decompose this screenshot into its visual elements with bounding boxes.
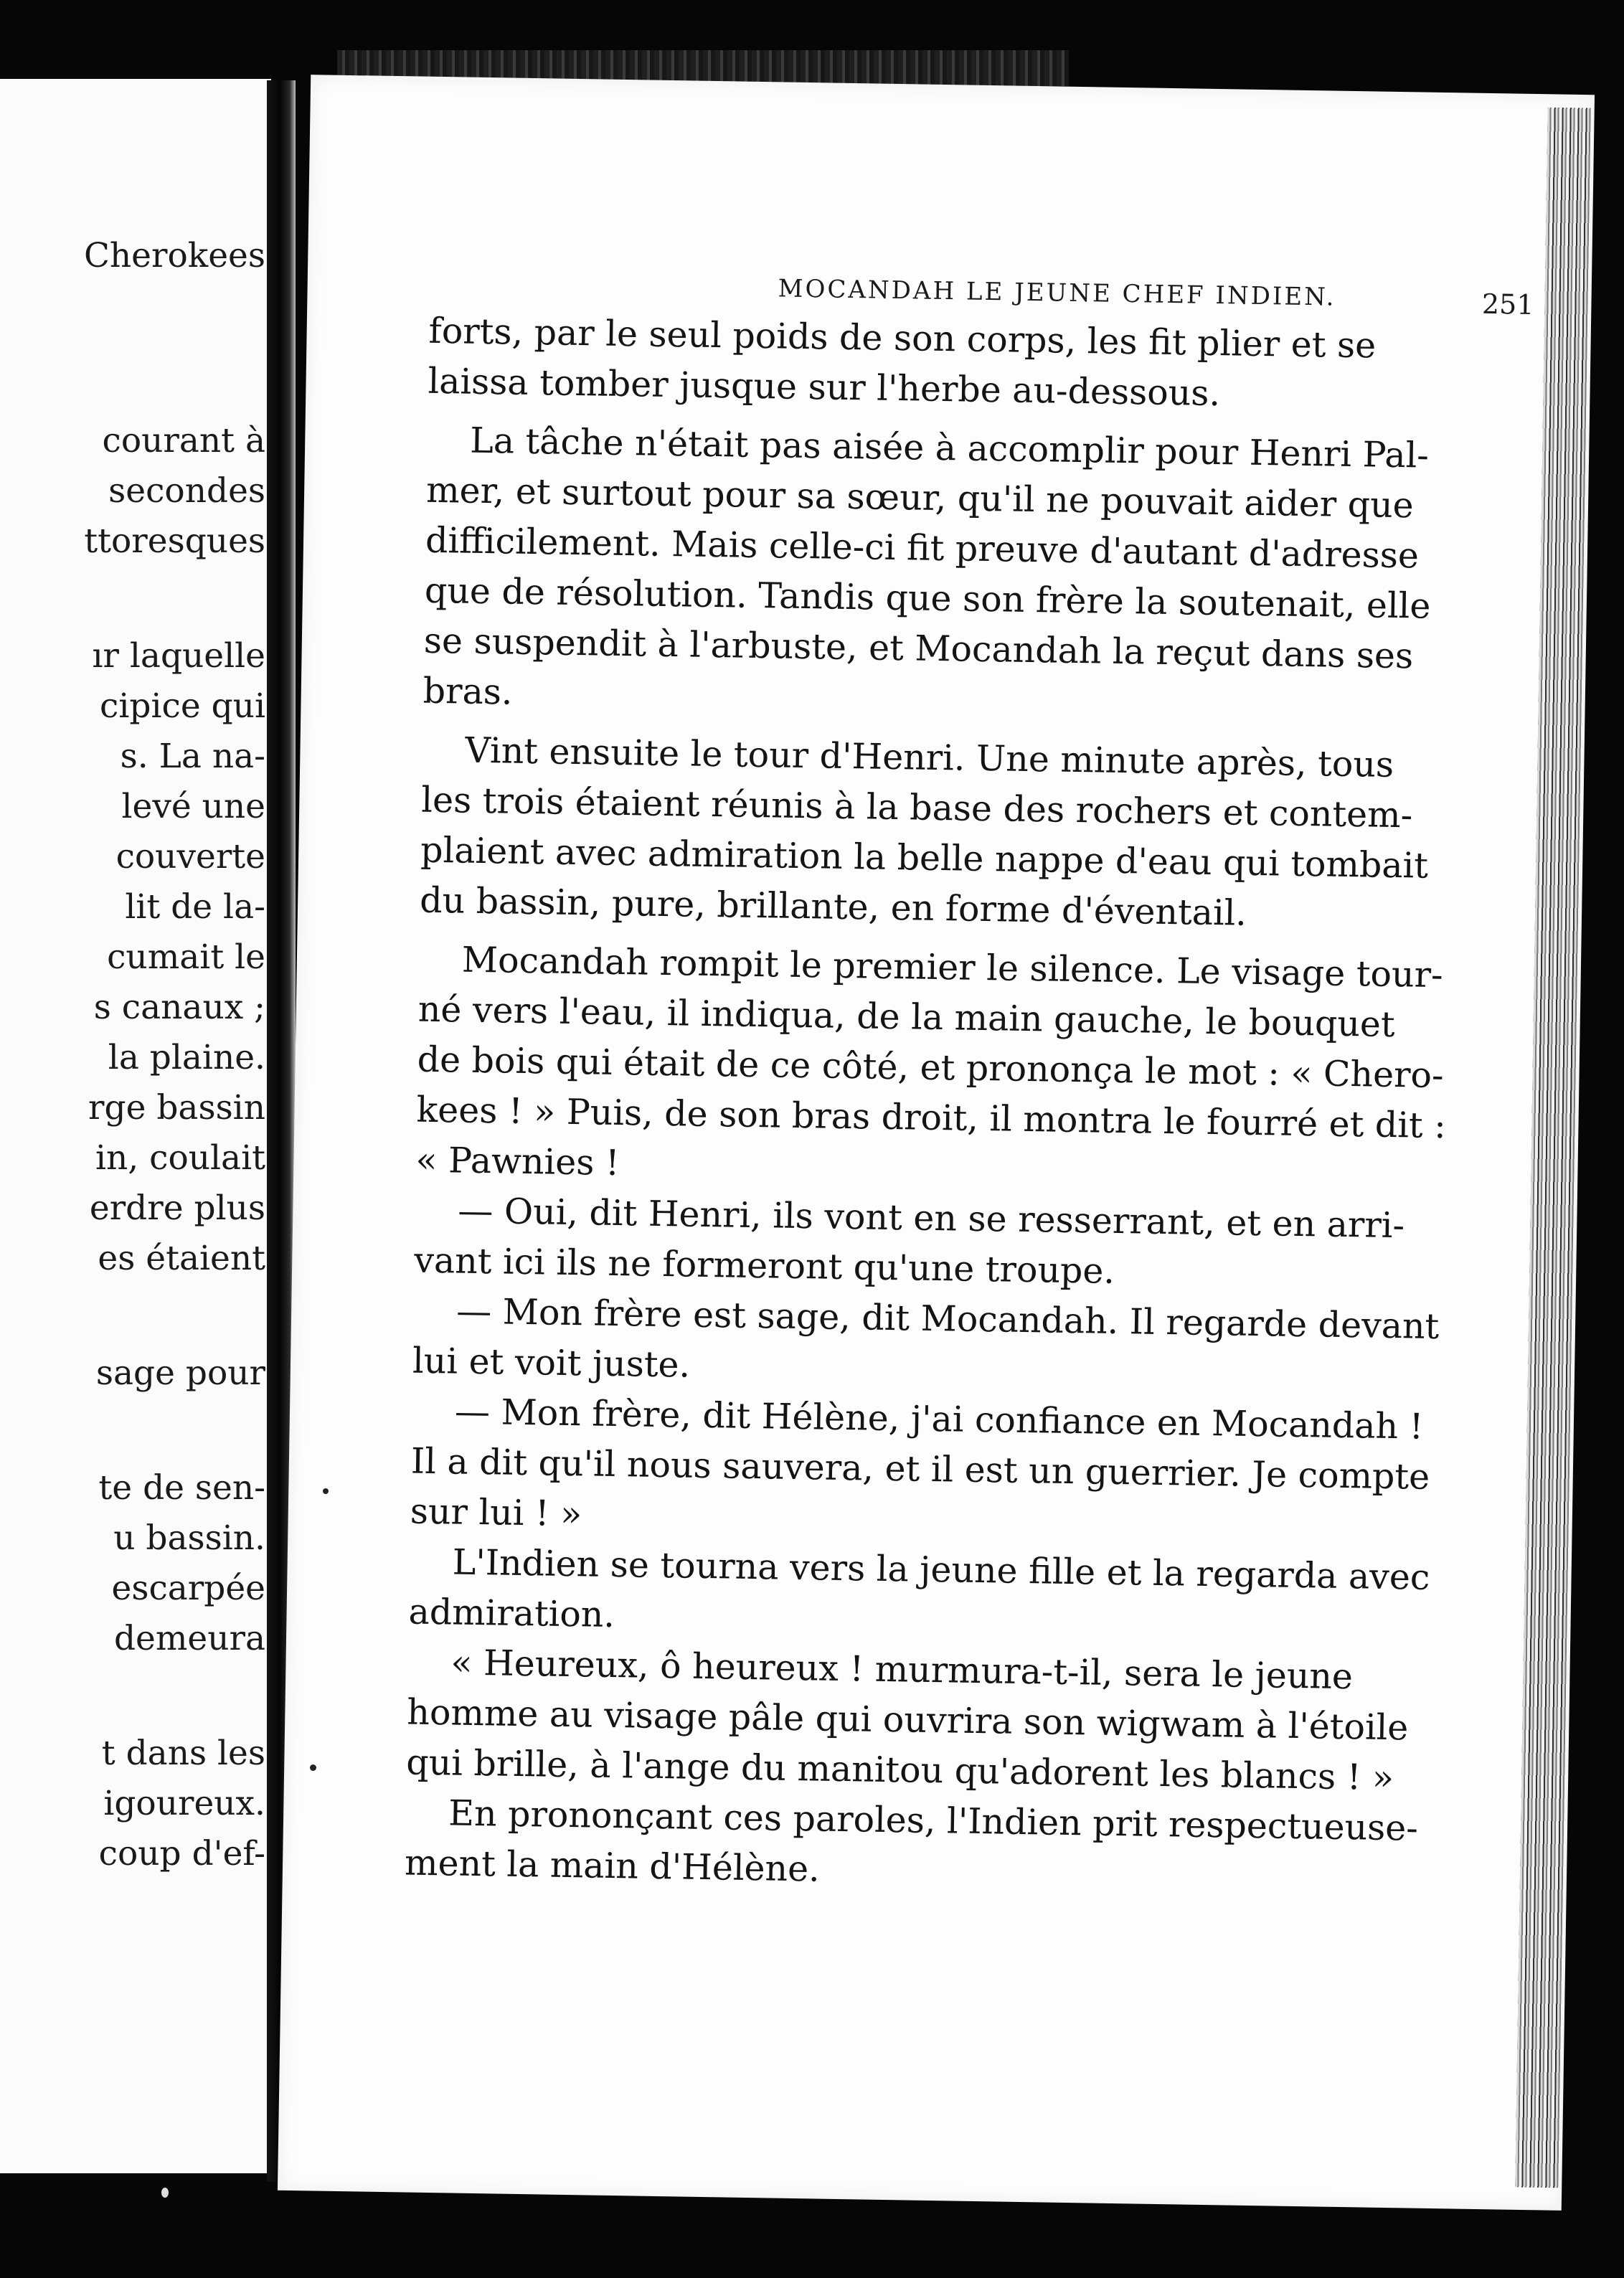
right-page xyxy=(278,75,1595,2211)
body-line: sur lui ! » xyxy=(410,1490,582,1535)
left-page-line: lit de la- xyxy=(125,887,265,927)
body-line: difficilement. Mais celle-ci fit preuve d'autant d'adresse xyxy=(425,519,1420,577)
left-page-line: escarpée xyxy=(111,1569,265,1608)
body-line: Il a dit qu'il nous sauvera, et il est un guerrier. Je compte xyxy=(410,1440,1430,1498)
body-line: bras. xyxy=(422,670,513,713)
body-line: forts, par le seul poids de son corps, les fit plier et se xyxy=(428,310,1377,367)
body-line: qui brille, à l'ange du manitou qu'adorent les blancs ! » xyxy=(405,1741,1394,1799)
body-line: Mocandah rompit le premier le silence. Le visage tour- xyxy=(461,939,1444,996)
left-page-line: igoureux. xyxy=(103,1784,265,1823)
body-line: — Mon frère est sage, dit Mocandah. Il regarde devant xyxy=(455,1290,1440,1348)
left-page-line: demeura xyxy=(113,1619,265,1658)
body-line: plaient avec admiration la belle nappe d'eau qui tombait xyxy=(420,829,1429,887)
body-line: se suspendit à l'arbuste, et Mocandah la reçut dans ses xyxy=(423,620,1414,677)
dust-speck xyxy=(161,2188,169,2198)
body-line: L'Indien se tourna vers la jeune fille et la regarda avec xyxy=(452,1541,1430,1598)
left-page-line: levé une xyxy=(121,787,265,826)
body-line: de bois qui était de ce côté, et prononça le mot : « Chero- xyxy=(417,1039,1445,1097)
left-page-line: la plaine. xyxy=(108,1038,265,1077)
left-page-line: s canaux ; xyxy=(93,988,265,1027)
dust-speck xyxy=(323,1488,329,1494)
left-page-line: es étaient xyxy=(98,1239,265,1278)
body-line: ment la main d'Hélène. xyxy=(404,1842,821,1890)
left-page-line: sage pour xyxy=(95,1353,265,1393)
left-page-line: te de sen- xyxy=(98,1468,265,1508)
body-line: En prononçant ces paroles, l'Indien prit respectueuse- xyxy=(448,1792,1419,1849)
left-page-line: secondes xyxy=(108,471,265,511)
dust-speck xyxy=(310,1764,316,1771)
body-line: — Mon frère, dit Hélène, j'ai confiance en Mocandah ! xyxy=(454,1391,1424,1447)
running-head: MOCANDAH LE JEUNE CHEF INDIEN. xyxy=(778,274,1336,312)
body-line: lui et voit juste. xyxy=(412,1340,691,1386)
left-page-line: courant à xyxy=(102,421,265,460)
body-line: La tâche n'était pas aisée à accomplir pour Henri Pal- xyxy=(469,420,1430,476)
left-page-line: erdre plus xyxy=(89,1188,265,1228)
left-page-line: s. La na- xyxy=(120,737,265,776)
body-line: admiration. xyxy=(408,1591,615,1636)
left-page-line: ttoresques xyxy=(84,521,265,561)
page-number: 251 xyxy=(1481,288,1534,321)
left-page-line: t dans les xyxy=(101,1734,265,1773)
body-line: que de résolution. Tandis que son frère la soutenait, elle xyxy=(424,570,1431,627)
body-line: « Heureux, ô heureux ! murmura-t-il, sera le jeune xyxy=(450,1642,1354,1698)
left-page-line: coup d'ef- xyxy=(98,1834,265,1873)
body-line: les trois étaient réunis à la base des rochers et contem- xyxy=(420,779,1413,836)
body-line: mer, et surtout pour sa sœur, qu'il ne pouvait aider que xyxy=(425,469,1415,526)
body-line: kees ! » Puis, de son bras droit, il montra le fourré et dit : xyxy=(416,1089,1447,1147)
left-page xyxy=(0,79,271,2173)
left-page-line: cipice qui xyxy=(100,686,265,726)
body-line: Vint ensuite le tour d'Henri. Une minute après, tous xyxy=(465,729,1394,785)
body-line: laissa tomber jusque sur l'herbe au-dessous. xyxy=(428,360,1221,415)
body-line: « Pawnies ! xyxy=(415,1139,620,1184)
body-line: vant ici ils ne formeront qu'une troupe. xyxy=(413,1239,1115,1292)
body-line: du bassin, pure, brillante, en forme d'éventail. xyxy=(419,879,1247,934)
body-line: — Oui, dit Henri, ils vont en se resserrant, et en arri- xyxy=(457,1190,1405,1247)
body-line: homme au visage pâle qui ouvrira son wigwam à l'étoile xyxy=(406,1691,1409,1749)
left-page-line: in, coulait xyxy=(95,1138,265,1178)
left-page-line: couverte xyxy=(115,837,265,876)
left-page-line: cumait le xyxy=(107,937,265,977)
left-page-line: ır laquelle xyxy=(92,636,265,676)
left-page-line: Cherokees xyxy=(83,236,265,275)
body-text xyxy=(404,306,1447,1903)
body-line: né vers l'eau, il indiqua, de la main gauche, le bouquet xyxy=(417,988,1396,1046)
left-page-line: u bassin. xyxy=(113,1518,265,1558)
left-page-line: rge bassin xyxy=(88,1088,265,1128)
